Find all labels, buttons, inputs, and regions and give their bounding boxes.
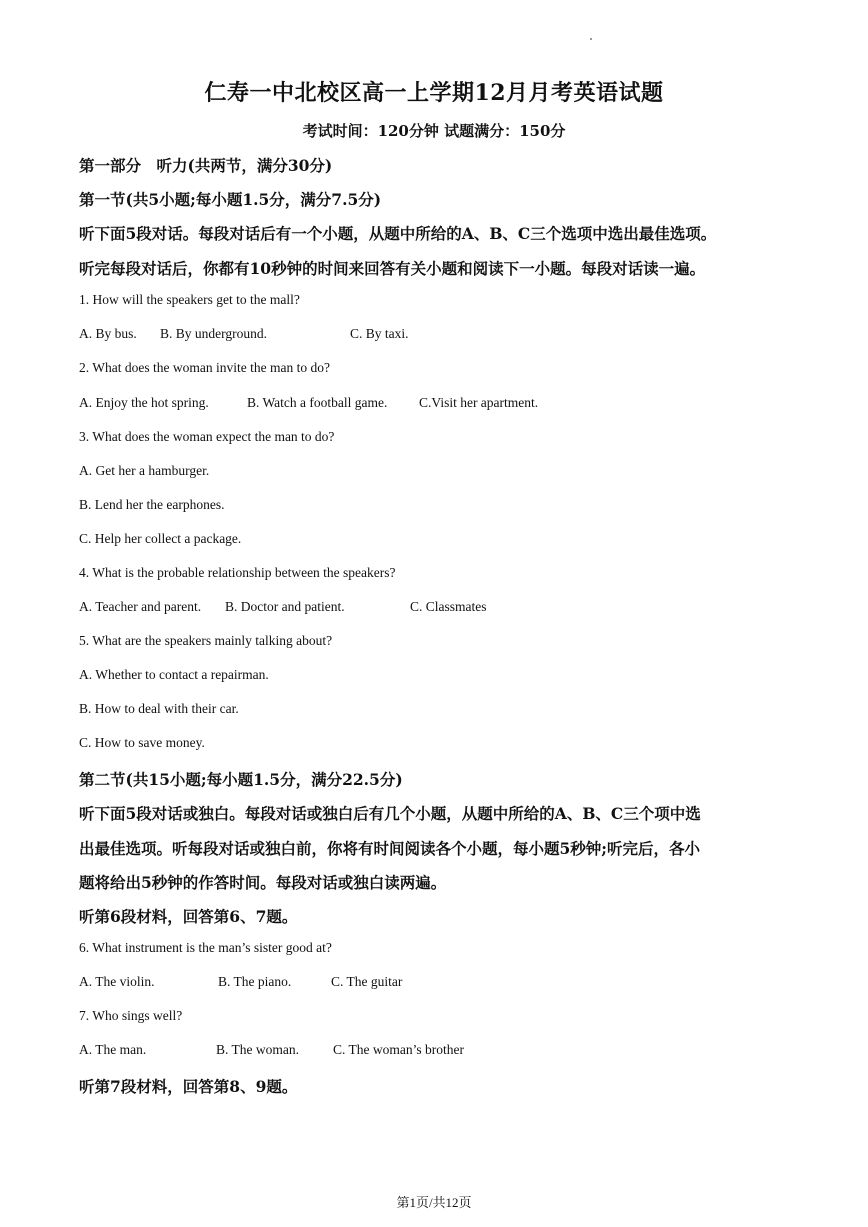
part-heading: 第一部分 听力(共两节，满分30分) (79, 156, 333, 175)
option-a: A. Enjoy the hot spring. (79, 395, 209, 410)
option-b: B. Lend her the earphones. (79, 497, 225, 512)
instruction-line: 听下面5段对话或独白。每段对话或独白后有几个小题，从题中所给的A、B、C三个项中选 (79, 804, 701, 823)
option-a: A. Teacher and parent. (79, 599, 202, 614)
option-c: C.Visit her apartment. (419, 395, 539, 410)
page-number: 第1页/共12页 (396, 1195, 472, 1210)
option-a: A. Get her a hamburger. (79, 463, 210, 478)
option-c: C. The guitar (331, 974, 403, 989)
option-b: B. The piano. (218, 974, 292, 989)
page-title: 仁寿一中北校区高一上学期12月月考英语试题 (204, 80, 664, 106)
option-c: C. Help her collect a package. (79, 531, 242, 546)
option-a: A. By bus. (79, 326, 137, 341)
instruction-line: 题将给出5秒钟的作答时间。每段对话或独白读两遍。 (79, 873, 447, 892)
question-3: 3. What does the woman expect the man to do? (79, 429, 335, 444)
question-5: 5. What are the speakers mainly talking about? (79, 633, 333, 648)
material-heading: 听第7段材料，回答第8、9题。 (79, 1077, 298, 1096)
instruction-line: 听完每段对话后，你都有10秒钟的时间来回答有关小题和阅读下一小题。每段对话读一遍。 (79, 259, 706, 278)
option-b: B. Watch a football game. (247, 395, 388, 410)
option-a: A. The man. (79, 1042, 147, 1057)
option-a: A. Whether to contact a repairman. (79, 667, 269, 682)
option-b: B. By underground. (160, 326, 267, 341)
option-c: C. Classmates (410, 599, 487, 614)
instruction-line: 听下面5段对话。每段对话后有一个小题，从题中所给的A、B、C三个选项中选出最佳选项。 (79, 224, 717, 243)
option-b: B. The woman. (216, 1042, 299, 1057)
question-2: 2. What does the woman invite the man to do? (79, 360, 330, 375)
option-c: C. How to save money. (79, 735, 205, 750)
option-a: A. The violin. (79, 974, 155, 989)
option-b: B. How to deal with their car. (79, 701, 239, 716)
question-7: 7. Who sings well? (79, 1008, 183, 1023)
scan-speck (590, 38, 592, 40)
section-heading: 第二节(共15小题;每小题1.5分，满分22.5分) (79, 770, 403, 789)
question-1: 1. How will the speakers get to the mall? (79, 292, 300, 307)
material-heading: 听第6段材料，回答第6、7题。 (79, 907, 298, 926)
section-heading: 第一节(共5小题;每小题1.5分，满分7.5分) (79, 190, 382, 209)
exam-info: 考试时间：120分钟 试题满分：150分 (302, 122, 566, 140)
option-c: C. The woman’s brother (333, 1042, 464, 1057)
question-4: 4. What is the probable relationship between the speakers? (79, 565, 396, 580)
instruction-line: 出最佳选项。听每段对话或独白前，你将有时间阅读各个小题，每小题5秒钟;听完后，各小 (79, 839, 701, 858)
question-6: 6. What instrument is the man’s sister good at? (79, 940, 332, 955)
option-c: C. By taxi. (350, 326, 409, 341)
option-b: B. Doctor and patient. (225, 599, 345, 614)
